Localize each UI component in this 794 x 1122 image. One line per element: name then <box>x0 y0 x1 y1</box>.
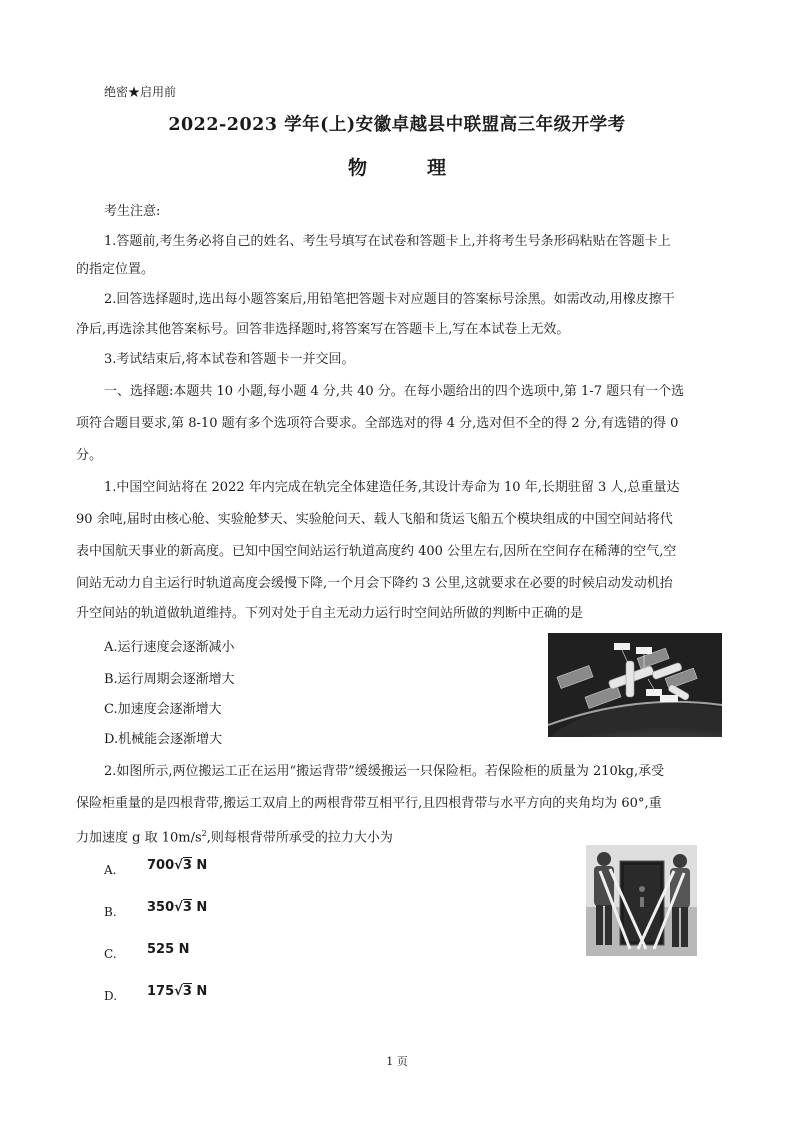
notice-heading: 考生注意: <box>104 204 161 219</box>
notice-item-1-line-1: 1.答题前,考生务必将自己的姓名、考生号填写在试卷和答题卡上,并将考生号条形码粘贴在答题卡上 <box>104 234 671 249</box>
sqrt-icon: √ <box>174 858 183 873</box>
q2-stem-line-1: 2.如图所示,两位搬运工正在运用“搬运背带”缓缓搬运一只保险柜。若保险柜的质量为 210kg,承受 <box>104 764 665 779</box>
q2-option-d-value <box>147 984 207 999</box>
q1-option-d: D.机械能会逐渐增大 <box>104 732 223 747</box>
q2-stem-line-3-part-1: 力加速度 g 取 10m/s <box>76 830 202 846</box>
q2-option-a-value <box>147 858 207 873</box>
q1-stem-line-4: 间站无动力自主运行时轨道高度会缓慢下降,一个月会下降约 3 公里,这就要求在必要的时候启动发动机抬 <box>76 576 673 591</box>
q2-option-c-value: 525 N <box>147 942 190 957</box>
q2-option-d-radicand: 3 <box>182 984 192 999</box>
movers-safe-image <box>586 845 697 956</box>
section-instructions-line-1: 一、选择题:本题共 10 小题,每小题 4 分,共 40 分。在每小题给出的四个选项中,第 1-7 题只有一个选 <box>104 384 685 399</box>
q1-option-c: C.加速度会逐渐增大 <box>104 702 222 717</box>
q2-option-b-letter: B. <box>104 905 117 919</box>
q2-option-a-coef: 700 <box>147 858 175 873</box>
notice-item-1-line-2: 的指定位置。 <box>76 262 155 277</box>
sqrt-icon: √ <box>174 900 183 915</box>
confidential-mark: 绝密★启用前 <box>104 85 177 99</box>
subject-char-1: 物 <box>347 157 367 179</box>
q1-stem-line-5: 升空间站的轨道做轨道维持。下列对处于自主无动力运行时空间站所做的判断中正确的是 <box>76 606 584 621</box>
q2-option-d-unit: N <box>191 984 208 999</box>
q2-option-a-letter: A. <box>104 863 117 877</box>
q2-stem-line-3 <box>76 826 393 846</box>
q2-option-b-radicand: 3 <box>182 900 192 915</box>
q1-stem-line-2: 90 余吨,届时由核心舱、实验舱梦天、实验舱问天、载人飞船和货运飞船五个模块组成的中国空间站将代 <box>76 512 673 527</box>
page-number: 1 页 <box>386 1055 408 1068</box>
q2-option-b-value <box>147 900 207 915</box>
notice-item-2-line-1: 2.回答选择题时,选出每小题答案后,用铅笔把答题卡对应题目的答案标号涂黑。如需改动,用橡皮擦干 <box>104 292 675 307</box>
q2-option-a-radicand: 3 <box>182 858 192 873</box>
subject-title <box>0 157 794 179</box>
q2-stem-line-3-part-2: ,则每根背带所承受的拉力大小为 <box>206 830 393 846</box>
q1-option-b: B.运行周期会逐渐增大 <box>104 672 235 687</box>
q1-stem-line-3: 表中国航天事业的新高度。已知中国空间站运行轨道高度约 400 公里左右,因所在空间存在稀薄的空气,空 <box>76 544 677 559</box>
subject-char-2: 理 <box>427 157 447 179</box>
section-instructions-line-3: 分。 <box>76 448 103 463</box>
exam-title: 2022-2023 学年(上)安徽卓越县中联盟高三年级开学考 <box>168 115 626 135</box>
q1-option-a: A.运行速度会逐渐减小 <box>104 640 235 655</box>
q1-stem-line-1: 1.中国空间站将在 2022 年内完成在轨完全体建造任务,其设计寿命为 10 年,长期驻留 3 人,总重量达 <box>104 480 680 495</box>
q2-option-d-coef: 175 <box>147 984 175 999</box>
space-station-image <box>548 633 722 737</box>
notice-item-2-line-2: 净后,再选涂其他答案标号。回答非选择题时,将答案写在答题卡上,写在本试卷上无效。 <box>76 322 570 337</box>
notice-item-3: 3.考试结束后,将本试卷和答题卡一并交回。 <box>104 352 355 367</box>
q2-stem-line-2: 保险柜重量的是四根背带,搬运工双肩上的两根背带互相平行,且四根背带与水平方向的夹角均为 60°,重 <box>76 796 662 811</box>
q2-option-d-letter: D. <box>104 989 118 1003</box>
q2-option-b-unit: N <box>191 900 208 915</box>
q2-option-c-letter: C. <box>104 947 117 961</box>
q2-option-a-unit: N <box>191 858 208 873</box>
section-instructions-line-2: 项符合题目要求,第 8-10 题有多个选项符合要求。全部选对的得 4 分,选对但不全的得 2 分,有选错的得 0 <box>76 416 679 431</box>
q2-option-b-coef: 350 <box>147 900 175 915</box>
q2-exponent: 2 <box>201 829 207 838</box>
sqrt-icon: √ <box>174 984 183 999</box>
